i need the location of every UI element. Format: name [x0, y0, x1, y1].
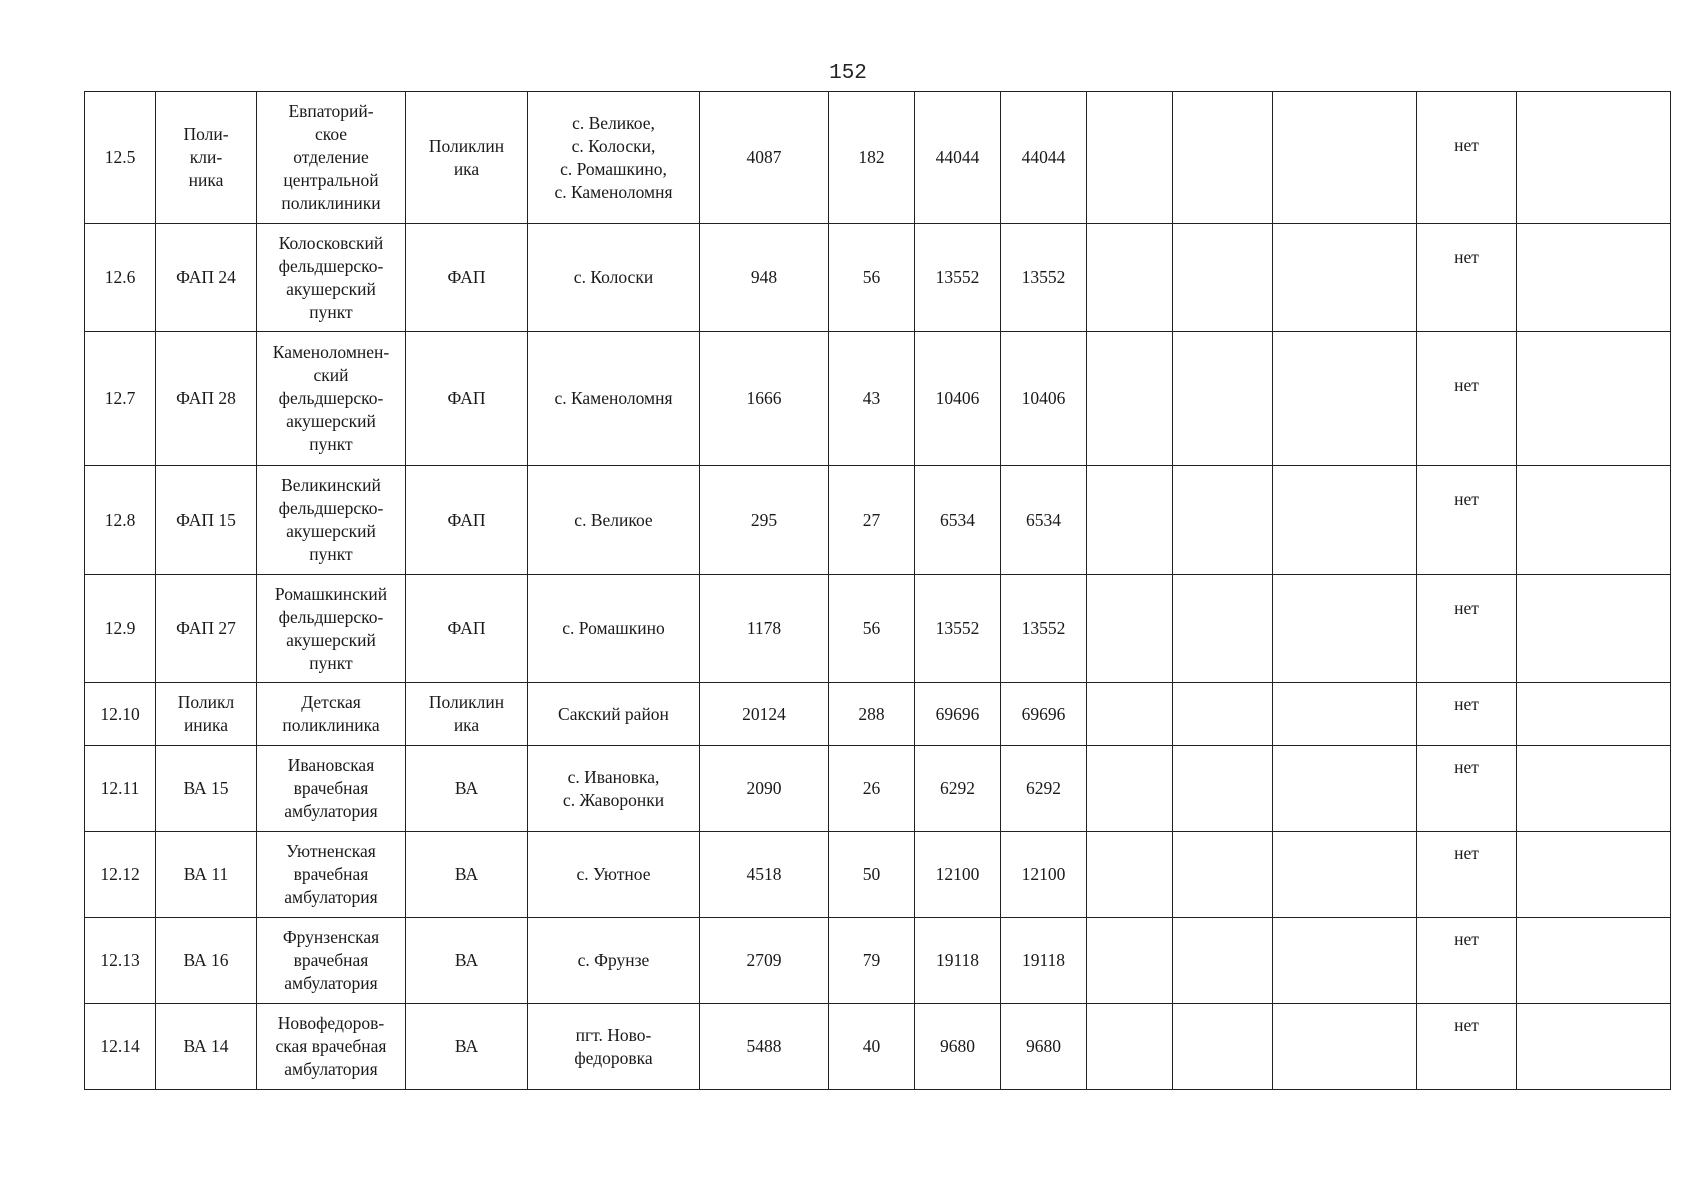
cell-empty [1273, 918, 1417, 1004]
cell-empty [1173, 746, 1273, 832]
cell-empty [1517, 466, 1671, 575]
cell-empty [1173, 92, 1273, 224]
cell-value-a: 44044 [915, 92, 1001, 224]
cell-population: 20124 [700, 683, 829, 746]
cell-capacity: 288 [829, 683, 915, 746]
cell-population: 1666 [700, 332, 829, 466]
cell-number: 12.11 [85, 746, 156, 832]
cell-flag: нет [1417, 683, 1517, 746]
cell-capacity: 27 [829, 466, 915, 575]
cell-empty [1517, 1004, 1671, 1090]
cell-settlements: с. Фрунзе [528, 918, 700, 1004]
cell-value-a: 19118 [915, 918, 1001, 1004]
cell-code: ВА 14 [156, 1004, 257, 1090]
cell-value-b: 12100 [1001, 832, 1087, 918]
cell-value-a: 13552 [915, 575, 1001, 683]
cell-empty [1087, 832, 1173, 918]
cell-settlements: с. Уютное [528, 832, 700, 918]
cell-facility-name: Каменоломнен- ский фельдшерско- акушерский пункт [257, 332, 406, 466]
cell-value-b: 10406 [1001, 332, 1087, 466]
page-number: 152 [829, 62, 867, 85]
cell-empty [1173, 683, 1273, 746]
cell-empty [1173, 918, 1273, 1004]
cell-flag: нет [1417, 92, 1517, 224]
cell-code: ФАП 15 [156, 466, 257, 575]
cell-facility-name: Уютненская врачебная амбулатория [257, 832, 406, 918]
cell-settlements: с. Ромашкино [528, 575, 700, 683]
cell-population: 4087 [700, 92, 829, 224]
cell-facility-type: ВА [406, 1004, 528, 1090]
table-row [85, 92, 1671, 224]
cell-settlements: с. Великое [528, 466, 700, 575]
cell-empty [1087, 683, 1173, 746]
cell-population: 1178 [700, 575, 829, 683]
cell-value-a: 6292 [915, 746, 1001, 832]
cell-value-a: 69696 [915, 683, 1001, 746]
cell-empty [1087, 224, 1173, 332]
cell-facility-type: ВА [406, 746, 528, 832]
cell-empty [1087, 918, 1173, 1004]
cell-value-a: 12100 [915, 832, 1001, 918]
cell-facility-type: ФАП [406, 332, 528, 466]
cell-empty [1273, 224, 1417, 332]
cell-number: 12.6 [85, 224, 156, 332]
cell-empty [1173, 224, 1273, 332]
cell-empty [1273, 832, 1417, 918]
cell-flag: нет [1417, 224, 1517, 332]
cell-flag: нет [1417, 746, 1517, 832]
cell-facility-type: Поликлин ика [406, 92, 528, 224]
cell-number: 12.13 [85, 918, 156, 1004]
cell-empty [1087, 575, 1173, 683]
cell-capacity: 79 [829, 918, 915, 1004]
cell-value-b: 69696 [1001, 683, 1087, 746]
cell-capacity: 26 [829, 746, 915, 832]
cell-empty [1517, 683, 1671, 746]
cell-empty [1273, 332, 1417, 466]
cell-capacity: 50 [829, 832, 915, 918]
table-row [85, 466, 1671, 575]
cell-settlements: с. Ивановка, с. Жаворонки [528, 746, 700, 832]
cell-facility-name: Ивановская врачебная амбулатория [257, 746, 406, 832]
cell-code: ВА 15 [156, 746, 257, 832]
cell-capacity: 182 [829, 92, 915, 224]
cell-number: 12.12 [85, 832, 156, 918]
cell-facility-name: Евпаторий- ское отделение центральной поликлиники [257, 92, 406, 224]
cell-settlements: с. Каменоломня [528, 332, 700, 466]
cell-empty [1517, 224, 1671, 332]
cell-value-b: 9680 [1001, 1004, 1087, 1090]
cell-settlements: пгт. Ново- федоровка [528, 1004, 700, 1090]
cell-facility-name: Ромашкинский фельдшерско- акушерский пункт [257, 575, 406, 683]
cell-empty [1087, 466, 1173, 575]
cell-value-a: 6534 [915, 466, 1001, 575]
cell-number: 12.9 [85, 575, 156, 683]
table-row [85, 332, 1671, 466]
cell-flag: нет [1417, 832, 1517, 918]
cell-facility-name: Детская поликлиника [257, 683, 406, 746]
table-row [85, 832, 1671, 918]
cell-empty [1087, 92, 1173, 224]
cell-flag: нет [1417, 332, 1517, 466]
cell-empty [1273, 683, 1417, 746]
cell-facility-name: Великинский фельдшерско- акушерский пункт [257, 466, 406, 575]
cell-value-a: 10406 [915, 332, 1001, 466]
cell-empty [1517, 332, 1671, 466]
cell-empty [1087, 1004, 1173, 1090]
cell-number: 12.10 [85, 683, 156, 746]
cell-population: 5488 [700, 1004, 829, 1090]
cell-facility-type: ФАП [406, 575, 528, 683]
cell-number: 12.5 [85, 92, 156, 224]
cell-empty [1173, 575, 1273, 683]
table-row [85, 575, 1671, 683]
cell-population: 2709 [700, 918, 829, 1004]
cell-empty [1517, 92, 1671, 224]
cell-value-a: 13552 [915, 224, 1001, 332]
table-row [85, 224, 1671, 332]
table-row [85, 746, 1671, 832]
cell-empty [1087, 746, 1173, 832]
cell-empty [1173, 1004, 1273, 1090]
cell-settlements: Сакский район [528, 683, 700, 746]
cell-code: ФАП 27 [156, 575, 257, 683]
cell-empty [1173, 832, 1273, 918]
cell-value-b: 13552 [1001, 575, 1087, 683]
facilities-table [84, 91, 1671, 1090]
table-body [85, 92, 1671, 1090]
cell-empty [1517, 746, 1671, 832]
cell-capacity: 43 [829, 332, 915, 466]
cell-code: ФАП 28 [156, 332, 257, 466]
cell-flag: нет [1417, 918, 1517, 1004]
cell-empty [1517, 832, 1671, 918]
cell-facility-type: Поликлин ика [406, 683, 528, 746]
cell-flag: нет [1417, 466, 1517, 575]
cell-settlements: с. Великое, с. Колоски, с. Ромашкино, с. Каменоломня [528, 92, 700, 224]
cell-empty [1273, 746, 1417, 832]
cell-capacity: 56 [829, 575, 915, 683]
cell-population: 2090 [700, 746, 829, 832]
cell-facility-type: ВА [406, 918, 528, 1004]
cell-capacity: 56 [829, 224, 915, 332]
cell-flag: нет [1417, 1004, 1517, 1090]
cell-empty [1517, 918, 1671, 1004]
cell-value-b: 6534 [1001, 466, 1087, 575]
cell-code: Поликл иника [156, 683, 257, 746]
cell-facility-name: Колосковский фельдшерско- акушерский пункт [257, 224, 406, 332]
table-row [85, 683, 1671, 746]
cell-number: 12.14 [85, 1004, 156, 1090]
table-row [85, 918, 1671, 1004]
cell-empty [1273, 1004, 1417, 1090]
cell-value-b: 19118 [1001, 918, 1087, 1004]
cell-code: ФАП 24 [156, 224, 257, 332]
cell-facility-type: ВА [406, 832, 528, 918]
cell-empty [1087, 332, 1173, 466]
cell-value-b: 6292 [1001, 746, 1087, 832]
cell-code: Поли- кли- ника [156, 92, 257, 224]
cell-capacity: 40 [829, 1004, 915, 1090]
cell-facility-name: Новофедоров- ская врачебная амбулатория [257, 1004, 406, 1090]
cell-flag: нет [1417, 575, 1517, 683]
cell-population: 4518 [700, 832, 829, 918]
cell-settlements: с. Колоски [528, 224, 700, 332]
cell-population: 295 [700, 466, 829, 575]
cell-empty [1273, 575, 1417, 683]
cell-number: 12.8 [85, 466, 156, 575]
cell-value-b: 13552 [1001, 224, 1087, 332]
cell-empty [1517, 575, 1671, 683]
cell-empty [1273, 92, 1417, 224]
cell-empty [1173, 466, 1273, 575]
table-row [85, 1004, 1671, 1090]
cell-code: ВА 11 [156, 832, 257, 918]
cell-population: 948 [700, 224, 829, 332]
cell-facility-type: ФАП [406, 466, 528, 575]
cell-empty [1173, 332, 1273, 466]
cell-facility-name: Фрунзенская врачебная амбулатория [257, 918, 406, 1004]
cell-value-a: 9680 [915, 1004, 1001, 1090]
cell-facility-type: ФАП [406, 224, 528, 332]
cell-empty [1273, 466, 1417, 575]
cell-value-b: 44044 [1001, 92, 1087, 224]
cell-number: 12.7 [85, 332, 156, 466]
cell-code: ВА 16 [156, 918, 257, 1004]
